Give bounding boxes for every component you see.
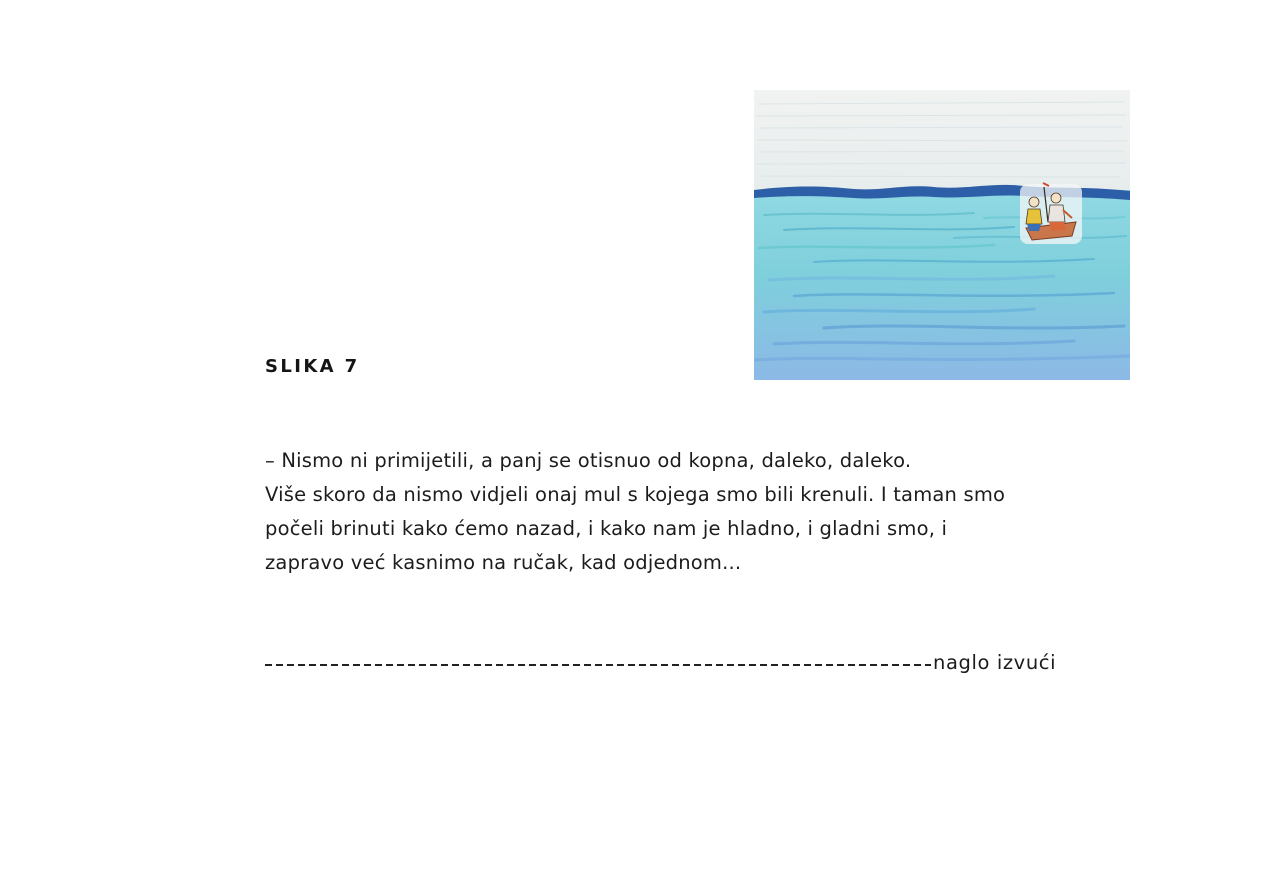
story-line: Više skoro da nismo vidjeli onaj mul s kojega smo bili krenuli. I taman smo	[265, 483, 1006, 506]
answer-word: naglo izvući	[933, 651, 1057, 674]
boat-with-children	[1020, 183, 1082, 244]
story-text	[265, 444, 1125, 580]
figure-label: SLIKA 7	[265, 356, 360, 377]
story-line: počeli brinuti kako ćemo nazad, i kako nam je hladno, i gladni smo, i	[265, 517, 948, 540]
story-line: zapravo već kasnimo na ručak, kad odjednom...	[265, 551, 742, 574]
crayon-drawing	[754, 90, 1130, 380]
story-line: – Nismo ni primijetili, a panj se otisnuo od kopna, daleko, daleko.	[265, 449, 912, 472]
answer-blank-line[interactable]	[265, 664, 931, 666]
illustration-sea-boat	[754, 90, 1130, 380]
answer-exercise	[265, 648, 1056, 678]
sky	[754, 90, 1130, 195]
